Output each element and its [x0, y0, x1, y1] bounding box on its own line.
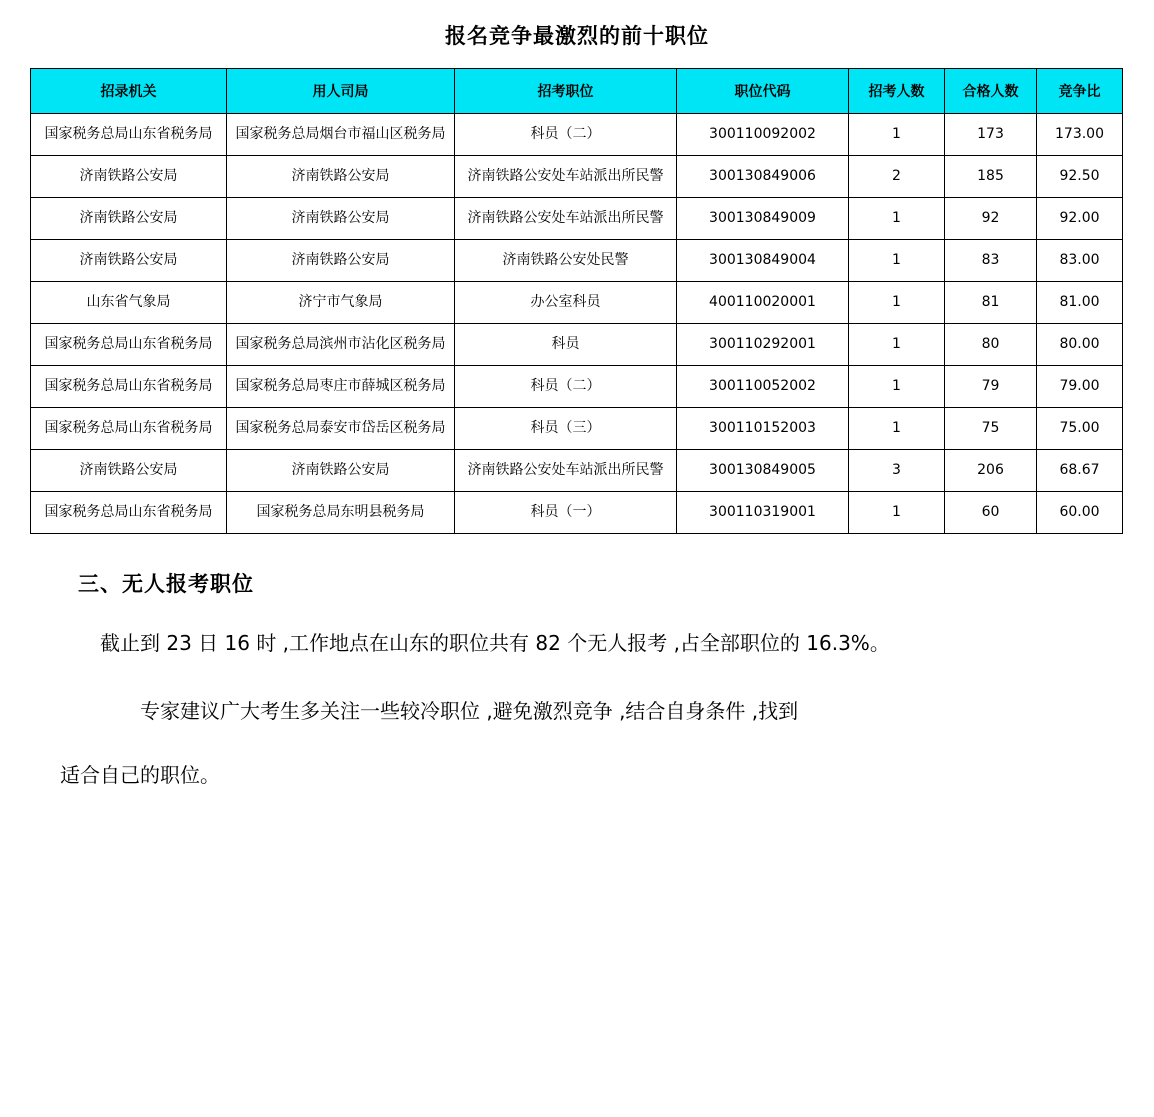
top-positions-table — [30, 68, 1123, 534]
cell-agency: 济南铁路公安局 — [31, 198, 227, 240]
cell-hire-count: 1 — [849, 114, 945, 156]
paragraph-expert-advice-line1: 专家建议广大考生多关注一些较冷职位 ,避免激烈竞争 ,结合自身条件 ,找到 — [140, 699, 799, 723]
cell-hire-count: 1 — [849, 366, 945, 408]
table-row — [31, 408, 1123, 450]
cell-dept: 国家税务总局泰安市岱岳区税务局 — [227, 408, 455, 450]
cell-pass-count: 60 — [945, 492, 1037, 534]
cell-post: 济南铁路公安处民警 — [455, 240, 677, 282]
cell-code: 300110292001 — [677, 324, 849, 366]
column-header-agency: 招录机关 — [31, 69, 227, 114]
cell-agency: 济南铁路公安局 — [31, 450, 227, 492]
cell-agency: 济南铁路公安局 — [31, 156, 227, 198]
cell-code: 400110020001 — [677, 282, 849, 324]
table-row — [31, 156, 1123, 198]
cell-code: 300110092002 — [677, 114, 849, 156]
cell-hire-count: 1 — [849, 198, 945, 240]
column-header-dept: 用人司局 — [227, 69, 455, 114]
cell-ratio: 68.67 — [1037, 450, 1123, 492]
cell-dept: 国家税务总局烟台市福山区税务局 — [227, 114, 455, 156]
column-header-ratio: 竞争比 — [1037, 69, 1123, 114]
table-row — [31, 198, 1123, 240]
cell-agency: 济南铁路公安局 — [31, 240, 227, 282]
cell-code: 300130849004 — [677, 240, 849, 282]
cell-agency: 国家税务总局山东省税务局 — [31, 366, 227, 408]
cell-agency: 山东省气象局 — [31, 282, 227, 324]
table-row — [31, 450, 1123, 492]
cell-pass-count: 173 — [945, 114, 1037, 156]
cell-hire-count: 1 — [849, 408, 945, 450]
cell-pass-count: 206 — [945, 450, 1037, 492]
cell-code: 300110052002 — [677, 366, 849, 408]
page-title: 报名竞争最激烈的前十职位 — [445, 24, 709, 48]
cell-post: 济南铁路公安处车站派出所民警 — [455, 198, 677, 240]
cell-post: 科员 — [455, 324, 677, 366]
cell-ratio: 173.00 — [1037, 114, 1123, 156]
table-row — [31, 492, 1123, 534]
column-header-pass-count: 合格人数 — [945, 69, 1037, 114]
cell-ratio: 92.00 — [1037, 198, 1123, 240]
cell-code: 300110319001 — [677, 492, 849, 534]
paragraph-expert-advice-line2: 适合自己的职位。 — [60, 763, 220, 787]
cell-agency: 国家税务总局山东省税务局 — [31, 492, 227, 534]
cell-post: 科员（二） — [455, 366, 677, 408]
cell-ratio: 92.50 — [1037, 156, 1123, 198]
cell-post: 科员（一） — [455, 492, 677, 534]
cell-agency: 国家税务总局山东省税务局 — [31, 324, 227, 366]
column-header-code: 职位代码 — [677, 69, 849, 114]
cell-post: 科员（二） — [455, 114, 677, 156]
cell-hire-count: 2 — [849, 156, 945, 198]
cell-ratio: 60.00 — [1037, 492, 1123, 534]
cell-dept: 济南铁路公安局 — [227, 156, 455, 198]
cell-dept: 济南铁路公安局 — [227, 240, 455, 282]
cell-pass-count: 75 — [945, 408, 1037, 450]
cell-dept: 国家税务总局枣庄市薛城区税务局 — [227, 366, 455, 408]
cell-post: 济南铁路公安处车站派出所民警 — [455, 156, 677, 198]
cell-hire-count: 1 — [849, 492, 945, 534]
cell-ratio: 75.00 — [1037, 408, 1123, 450]
cell-agency: 国家税务总局山东省税务局 — [31, 114, 227, 156]
cell-pass-count: 185 — [945, 156, 1037, 198]
table-row — [31, 114, 1123, 156]
table-row — [31, 366, 1123, 408]
cell-dept: 国家税务总局东明县税务局 — [227, 492, 455, 534]
cell-dept: 济南铁路公安局 — [227, 450, 455, 492]
table-row — [31, 240, 1123, 282]
table-row — [31, 324, 1123, 366]
cell-pass-count: 79 — [945, 366, 1037, 408]
cell-dept: 济宁市气象局 — [227, 282, 455, 324]
cell-hire-count: 1 — [849, 240, 945, 282]
cell-post: 办公室科员 — [455, 282, 677, 324]
cell-post: 济南铁路公安处车站派出所民警 — [455, 450, 677, 492]
cell-pass-count: 80 — [945, 324, 1037, 366]
cell-ratio: 83.00 — [1037, 240, 1123, 282]
cell-pass-count: 83 — [945, 240, 1037, 282]
cell-dept: 济南铁路公安局 — [227, 198, 455, 240]
cell-hire-count: 1 — [849, 324, 945, 366]
table-header-row — [31, 69, 1123, 114]
cell-pass-count: 81 — [945, 282, 1037, 324]
column-header-post: 招考职位 — [455, 69, 677, 114]
cell-hire-count: 3 — [849, 450, 945, 492]
cell-dept: 国家税务总局滨州市沾化区税务局 — [227, 324, 455, 366]
document-page — [0, 20, 1154, 794]
cell-code: 300130849005 — [677, 450, 849, 492]
cell-ratio: 81.00 — [1037, 282, 1123, 324]
cell-ratio: 79.00 — [1037, 366, 1123, 408]
table-container — [0, 68, 1154, 534]
cell-post: 科员（三） — [455, 408, 677, 450]
section-heading: 三、无人报考职位 — [78, 572, 254, 596]
cell-code: 300130849009 — [677, 198, 849, 240]
cell-hire-count: 1 — [849, 282, 945, 324]
cell-ratio: 80.00 — [1037, 324, 1123, 366]
cell-agency: 国家税务总局山东省税务局 — [31, 408, 227, 450]
cell-code: 300110152003 — [677, 408, 849, 450]
cell-pass-count: 92 — [945, 198, 1037, 240]
column-header-hire-count: 招考人数 — [849, 69, 945, 114]
paragraph-no-applicants: 截止到 23 日 16 时 ,工作地点在山东的职位共有 82 个无人报考 ,占全部职位的 16.3%。 — [100, 631, 890, 655]
table-row — [31, 282, 1123, 324]
cell-code: 300130849006 — [677, 156, 849, 198]
